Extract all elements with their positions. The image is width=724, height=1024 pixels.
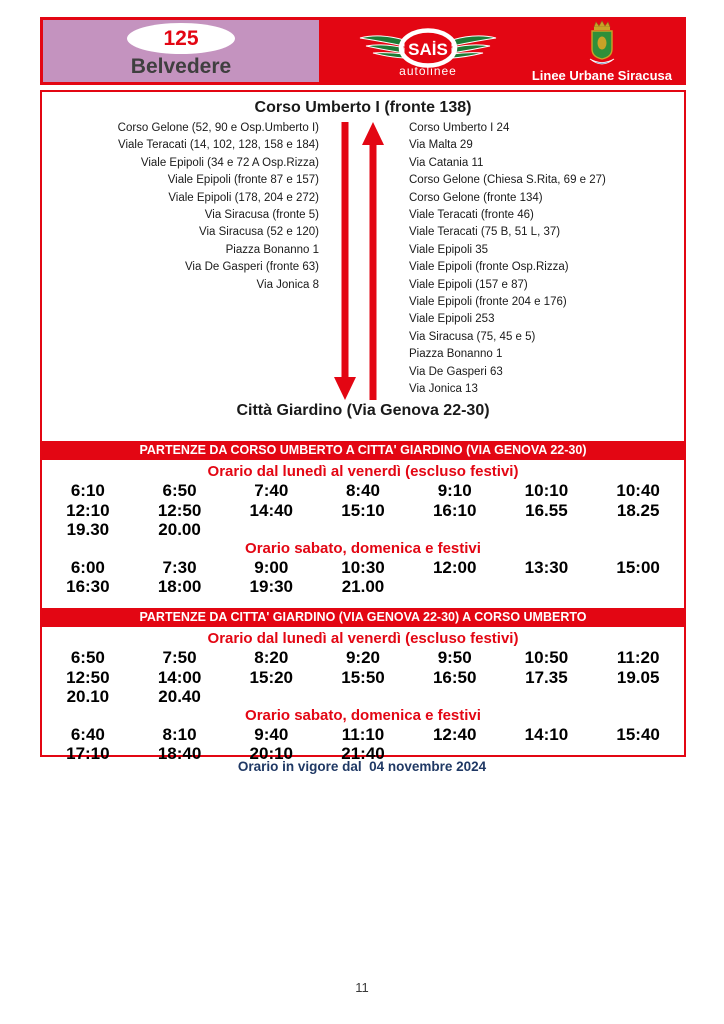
time-cell: 6:00 — [70, 557, 105, 577]
time-cell: 13:30 — [524, 557, 569, 577]
time-cell: 7:50 — [162, 648, 197, 667]
validity-note: Orario in vigore dal 04 novembre 2024 — [237, 759, 487, 774]
time-cell: 6:40 — [70, 724, 105, 744]
time-cell: 9:10 — [437, 481, 472, 500]
time-cell: 9:20 — [345, 648, 380, 667]
time-cell — [317, 687, 409, 707]
time-cell: 6:10 — [70, 481, 105, 500]
route-up-arrow-icon — [362, 122, 384, 400]
time-cell: 21.00 — [341, 577, 385, 596]
timetable-inbound — [42, 630, 684, 764]
time-row — [42, 558, 684, 578]
route-stop: Via Siracusa (75, 45 e 5) — [409, 330, 536, 343]
weekend-header: Orario sabato, domenica e festivi — [245, 706, 481, 724]
time-cell: 12:00 — [432, 557, 477, 577]
direction-banner-outbound: PARTENZE DA CORSO UMBERTO A CITTA' GIARDINO (VIA GENOVA 22-30) — [42, 441, 684, 460]
weekday-header: Orario dal lunedì al venerdì (escluso festivi) — [207, 630, 519, 647]
line-number-badge — [127, 23, 235, 54]
time-cell: 20.10 — [66, 687, 110, 706]
time-cell: 8:40 — [345, 481, 380, 500]
route-stop: Viale Epipoli 253 — [409, 313, 495, 326]
route-stop: Corso Gelone (Chiesa S.Rita, 69 e 27) — [409, 174, 606, 187]
time-row — [42, 577, 684, 597]
time-cell: 9:40 — [254, 724, 289, 744]
time-cell — [501, 687, 593, 707]
weekend-times — [42, 725, 684, 764]
time-cell: 12:50 — [66, 667, 110, 687]
route-stop: Viale Teracati (fronte 46) — [409, 209, 534, 222]
time-row — [42, 668, 684, 688]
time-cell: 16:50 — [432, 667, 477, 687]
time-cell — [501, 520, 593, 540]
route-diagram — [42, 120, 684, 402]
route-stop: Viale Epipoli (157 e 87) — [409, 278, 528, 291]
time-cell: 10:10 — [524, 481, 569, 500]
time-cell: 10:40 — [616, 481, 660, 500]
weekday-times — [42, 648, 684, 707]
time-row — [42, 687, 684, 707]
time-cell: 11:20 — [616, 648, 660, 667]
time-cell: 14:10 — [524, 724, 569, 744]
time-cell: 17.35 — [525, 667, 568, 687]
route-stop: Viale Epipoli 35 — [409, 243, 489, 256]
route-stop: Via De Gasperi 63 — [409, 365, 503, 378]
route-stop: Via Jonica 8 — [256, 278, 319, 291]
time-cell: 16.55 — [525, 500, 568, 520]
route-stop: Via Siracusa (52 e 120) — [199, 226, 319, 239]
time-cell: 12:10 — [66, 500, 110, 520]
siracusa-crest-icon — [584, 19, 620, 67]
route-stop: Via De Gasperi (fronte 63) — [184, 261, 319, 274]
time-cell: 9:50 — [437, 648, 472, 667]
time-cell — [592, 687, 684, 707]
route-stop: Viale Teracati (14, 102, 128, 158 e 184) — [118, 139, 319, 152]
timetable-panel — [40, 90, 686, 763]
time-row — [42, 501, 684, 521]
time-cell — [592, 577, 684, 597]
time-cell: 9:00 — [254, 557, 289, 577]
time-cell — [409, 687, 501, 707]
route-stop: Viale Epipoli (fronte 204 e 176) — [409, 296, 567, 309]
time-cell: 8:20 — [254, 648, 289, 667]
time-cell: 15:10 — [341, 500, 385, 520]
time-cell: 12:50 — [157, 500, 202, 520]
route-stop: Viale Epipoli (34 e 72 A Osp.Rizza) — [140, 156, 319, 169]
terminus-top: Corso Umberto I (fronte 138) — [254, 99, 472, 116]
operator-banner — [322, 17, 686, 85]
time-row — [42, 520, 684, 540]
time-cell: 20.00 — [158, 520, 201, 539]
route-stop: Viale Teracati (75 B, 51 L, 37) — [409, 226, 561, 239]
time-cell: 18:40 — [157, 744, 202, 763]
route-stop: Piazza Bonanno 1 — [409, 348, 503, 361]
time-row — [42, 725, 684, 745]
network-name: Linee Urbane Siracusa — [531, 68, 672, 83]
time-cell — [409, 520, 501, 540]
terminus-bottom: Città Giardino (Via Genova 22-30) — [236, 402, 490, 419]
time-cell: 6:50 — [162, 481, 197, 500]
time-cell: 17:10 — [66, 744, 110, 763]
route-stop: Via Jonica 13 — [409, 383, 478, 396]
route-down-arrow-icon — [334, 122, 356, 400]
route-stop: Corso Gelone (fronte 134) — [409, 191, 543, 204]
time-cell: 16:30 — [66, 577, 110, 596]
direction-banner-inbound: PARTENZE DA CITTA' GIARDINO (VIA GENOVA 22-30) A CORSO UMBERTO — [42, 608, 684, 627]
route-stop: Via Siracusa (fronte 5) — [204, 209, 319, 222]
time-cell: 18.25 — [616, 500, 660, 520]
route-stop: Via Malta 29 — [409, 139, 473, 152]
route-stop: Viale Epipoli (178, 204 e 272) — [168, 191, 319, 204]
page-number: 11 — [355, 980, 369, 995]
time-cell: 10:50 — [524, 648, 569, 667]
time-cell — [225, 687, 317, 707]
time-cell: 20:10 — [249, 744, 294, 763]
time-cell: 16:10 — [432, 500, 477, 520]
time-cell: 11:10 — [341, 724, 385, 744]
time-cell: 14:00 — [157, 667, 202, 687]
sais-logo-icon — [358, 25, 498, 77]
time-cell: 15:00 — [616, 557, 660, 577]
time-row — [42, 648, 684, 668]
time-cell: 14:40 — [249, 500, 294, 520]
line-name: Belvedere — [130, 55, 232, 78]
route-arrows-icon — [319, 120, 407, 402]
route-stop: Piazza Bonanno 1 — [225, 243, 319, 256]
route-stop: Viale Epipoli (fronte 87 e 157) — [167, 174, 319, 187]
inbound-stop-list — [407, 120, 684, 402]
operator-name: SAİS — [408, 40, 448, 59]
route-stop: Via Catania 11 — [409, 156, 484, 169]
time-cell — [225, 520, 317, 540]
time-cell: 15:50 — [341, 667, 385, 687]
time-cell: 21:40 — [341, 744, 385, 763]
time-cell — [592, 520, 684, 540]
city-brand — [532, 19, 672, 83]
time-cell: 10:30 — [341, 557, 385, 577]
operator-subtitle: autolinee — [399, 64, 457, 77]
time-cell: 6:50 — [70, 648, 105, 667]
page-header — [40, 17, 686, 85]
route-arrows — [319, 120, 407, 402]
route-stop: Corso Gelone (52, 90 e Osp.Umberto I) — [117, 122, 319, 134]
weekend-header: Orario sabato, domenica e festivi — [245, 539, 481, 557]
time-cell: 7:30 — [162, 557, 197, 577]
time-cell: 20.40 — [158, 687, 201, 706]
timetable-outbound — [42, 463, 684, 597]
time-cell: 15:40 — [616, 724, 660, 744]
time-cell: 7:40 — [254, 481, 289, 500]
time-cell: 19:30 — [249, 577, 294, 596]
outbound-stop-list — [42, 120, 319, 402]
weekend-times — [42, 558, 684, 597]
time-cell: 15:20 — [249, 667, 294, 687]
sais-logo — [358, 25, 498, 77]
time-cell — [317, 520, 409, 540]
time-cell: 19.30 — [66, 520, 110, 539]
time-cell — [409, 577, 501, 597]
time-cell — [501, 577, 593, 597]
weekday-times — [42, 481, 684, 540]
time-cell: 8:10 — [162, 724, 197, 744]
time-cell: 19.05 — [616, 667, 660, 687]
time-row — [42, 481, 684, 501]
route-stop: Viale Epipoli (fronte Osp.Rizza) — [409, 261, 569, 274]
line-number: 125 — [163, 26, 199, 50]
line-info-box — [40, 17, 322, 85]
time-cell: 12:40 — [432, 724, 477, 744]
weekday-header: Orario dal lunedì al venerdì (escluso festivi) — [207, 463, 519, 480]
time-cell: 18:00 — [157, 577, 202, 596]
route-stop: Corso Umberto I 24 — [409, 122, 510, 134]
